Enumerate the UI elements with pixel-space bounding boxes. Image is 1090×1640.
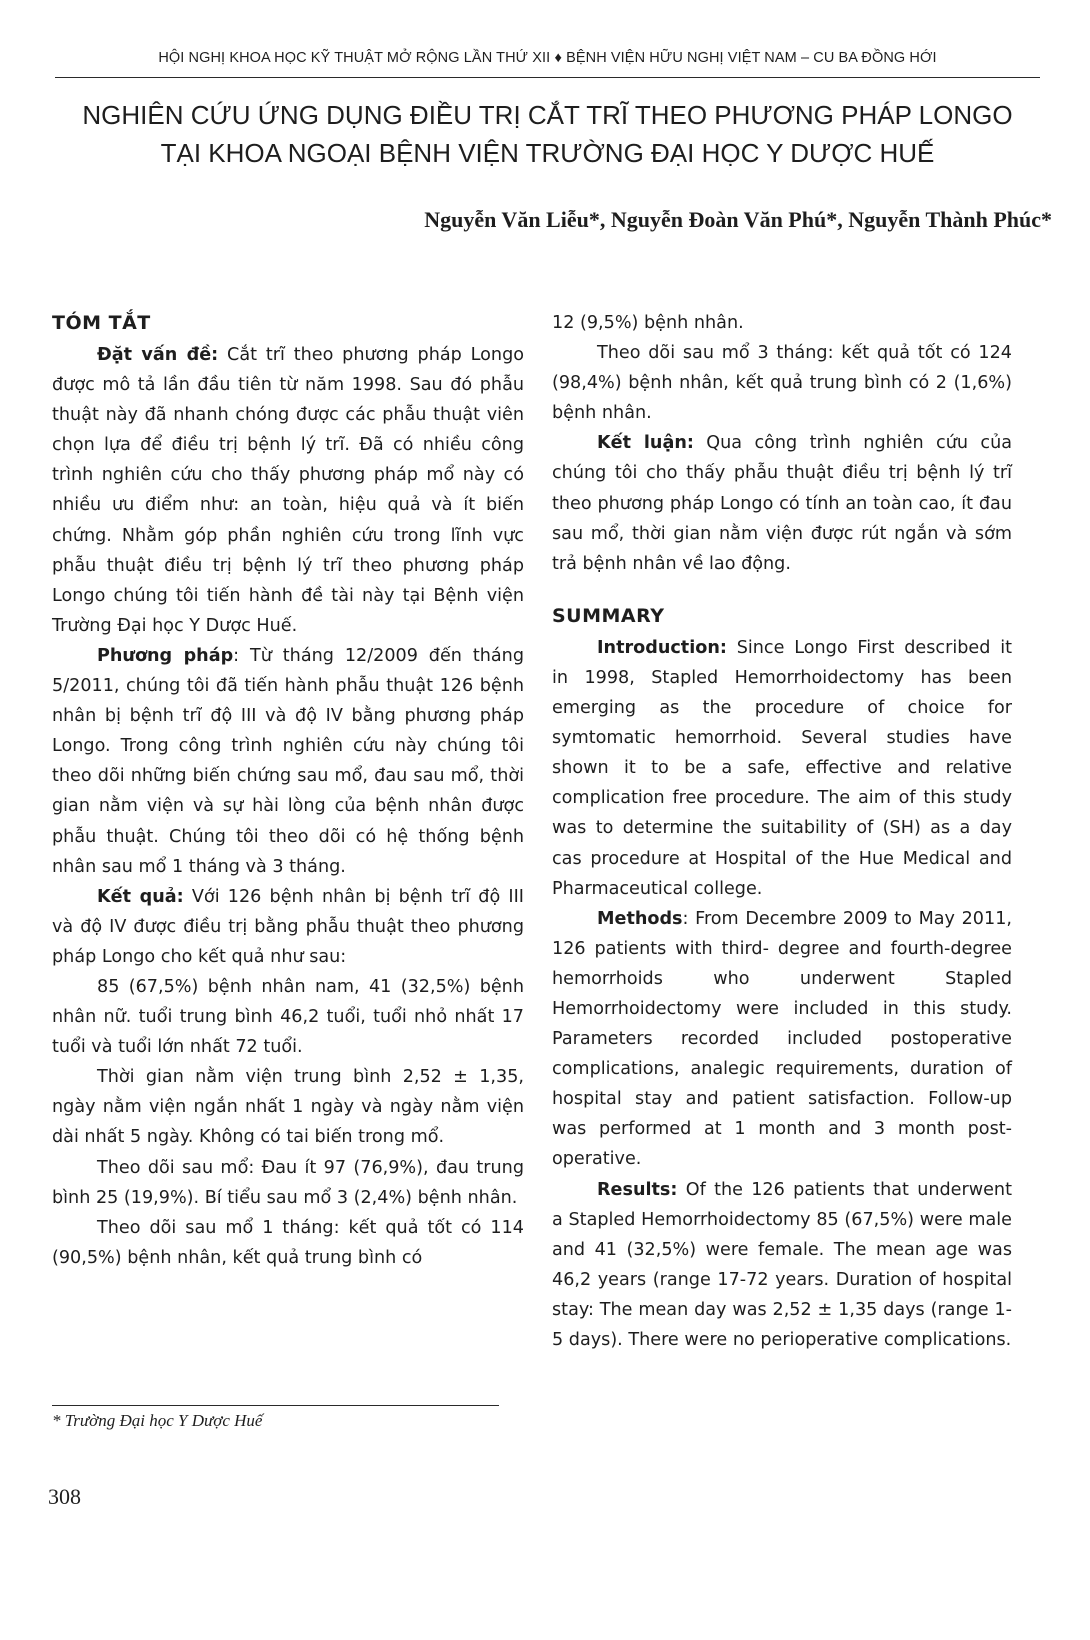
methods-paragraph-en (552, 904, 1012, 1175)
conclusion-paragraph-vi (552, 428, 1012, 578)
intro-label-vi: Đặt vấn đề: (97, 345, 219, 365)
affiliation-footnote: * Trường Đại học Y Dược Huế (52, 1411, 263, 1430)
month3-paragraph: Theo dõi sau mổ 3 tháng: kết quả tốt có 124 (98,4%) bệnh nhân, kết quả trung bình có 2 (1,6%) bệnh nhân. (552, 343, 1012, 424)
header-rule (55, 77, 1040, 78)
hospital-stay-paragraph: Thời gian nằm viện trung bình 2,52 ± 1,35, ngày nằm viện ngắn nhất 1 ngày và ngày nằm viện dài nhất 5 ngày. Không có tai biến trong mổ. (52, 1067, 524, 1148)
page-number: 308 (48, 1484, 81, 1509)
intro-text-en: Since Longo First described it in 1998, Stapled Hemorrhoidectomy has been emerging as the procedure of choice for symtomatic hemorrhoid. Several studies have shown it to be a safe, effective and relative complication free procedure. The aim of this study was to determine the suitability of (SH) as a day cas procedure at Hospital of the Hue Medical and Pharmaceutical college. (552, 637, 1012, 899)
footnote-rule (52, 1405, 499, 1406)
right-column (552, 308, 1012, 1355)
conference-name: HỘI NGHỊ KHOA HỌC KỸ THUẬT MỞ RỘNG LẦN THỨ XII (158, 50, 551, 66)
month1-paragraph: Theo dõi sau mổ 1 tháng: kết quả tốt có 114 (90,5%) bệnh nhân, kết quả trung bình có (52, 1217, 524, 1268)
intro-paragraph-vi (52, 340, 524, 641)
results-paragraph-en (552, 1175, 1012, 1356)
summary-heading: SUMMARY (552, 604, 665, 627)
title-line-1: NGHIÊN CỨU ỨNG DỤNG ĐIỀU TRỊ CẮT TRĨ THEO PHƯƠNG PHÁP LONGO (82, 100, 1013, 130)
intro-paragraph-en (552, 633, 1012, 904)
results-label-en: Results: (597, 1179, 678, 1200)
abstract-vi-heading: TÓM TẮT (52, 312, 151, 334)
method-label-vi: Phương pháp (97, 645, 234, 666)
conclusion-label-vi: Kết luận: (597, 433, 694, 454)
method-text-vi: : Từ tháng 12/2009 đến tháng 5/2011, chúng tôi đã tiến hành phẫu thuật 126 bệnh nhân bị bệnh trĩ độ III và độ IV bằng phương pháp Longo. Trong công trình nghiên cứu này chúng tôi theo dõi những biến chứng sau mổ, đau sau mổ, thời gian nằm viện và sự hài lòng của bệnh nhân được phẫu thuật. Chúng tôi theo dõi có hệ thống bệnh nhân sau mổ 1 tháng và 3 tháng. (52, 645, 524, 877)
methods-text-en: : From Decembre 2009 to May 2011, 126 patients with third- degree and fourth-degree hemorrhoids who underwent Stapled Hemorrhoidectomy were included in this study. Parameters recorded included postoperative complications, analegic requirements, duration of hospital stay and patient satisfaction. Follow-up was performed at 1 month and 3 month post-operative. (552, 908, 1012, 1170)
conclusion-text-vi: Qua công trình nghiên cứu của chúng tôi cho thấy phẫu thuật điều trị bệnh lý trĩ theo phương pháp Longo có tính an toàn cao, ít đau sau mổ, thời gian nằm viện được rút ngắn và sớm trả bệnh nhân về lao động. (552, 433, 1012, 574)
author-list: Nguyễn Văn Liễu*, Nguyễn Đoàn Văn Phú*, Nguyễn Thành Phúc* (424, 207, 1052, 232)
separator-diamond-icon: ♦ (554, 50, 562, 66)
left-column (52, 308, 524, 1273)
result-paragraph-vi (52, 882, 524, 972)
method-paragraph-vi (52, 641, 524, 882)
hospital-name: BỆNH VIỆN HỮU NGHỊ VIỆT NAM – CU BA ĐỒNG HỚI (566, 50, 937, 66)
intro-label-en: Introduction: (597, 637, 727, 658)
result-label-vi: Kết quả: (97, 886, 184, 907)
running-header (55, 50, 1040, 66)
followup-paragraph: Theo dõi sau mổ: Đau ít 97 (76,9%), đau trung bình 25 (19,9%). Bí tiểu sau mổ 3 (2,4%) bệnh nhân. (52, 1157, 524, 1208)
results-text-en: Of the 126 patients that underwent a Stapled Hemorrhoidectomy 85 (67,5%) were male and 41 (32,5%) were female. The mean age was 46,2 years (range 17-72 years. Duration of hospital stay: The mean day was 2,52 ± 1,35 days (range 1-5 days). There were no perioperative complications. (552, 1179, 1012, 1350)
title-line-2: TẠI KHOA NGOẠI BỆNH VIỆN TRƯỜNG ĐẠI HỌC Y DƯỢC HUẾ (160, 138, 935, 168)
gender-age-paragraph: 85 (67,5%) bệnh nhân nam, 41 (32,5%) bệnh nhân nữ. tuổi trung bình 46,2 tuổi, tuổi nhỏ nhất 17 tuổi và tuổi lớn nhất 72 tuổi. (52, 976, 524, 1058)
result-text-vi: Với 126 bệnh nhân bị bệnh trĩ độ III và độ IV được điều trị bằng phẫu thuật theo phương pháp Longo cho kết quả như sau: (52, 886, 524, 967)
month1-continuation: 12 (9,5%) bệnh nhân. (552, 313, 744, 333)
methods-label-en: Methods (597, 908, 683, 929)
paper-title (70, 96, 1025, 172)
intro-text-vi: Cắt trĩ theo phương pháp Longo được mô tả lần đầu tiên từ năm 1998. Sau đó phẫu thuật này đã nhanh chóng được các phẫu thuật viên chọn lựa để điều trị bệnh lý trĩ. Đã có nhiều công trình nghiên cứu cho thấy phương pháp mổ này có nhiều ưu điểm như: an toàn, hiệu quả và ít biến chứng. Nhằm góp phần nghiên cứu trong lĩnh vực phẫu thuật điều trị bệnh lý trĩ theo phương pháp Longo chúng tôi tiến hành đề tài này tại Bệnh viện Trường Đại học Y Dược Huế. (52, 345, 525, 636)
